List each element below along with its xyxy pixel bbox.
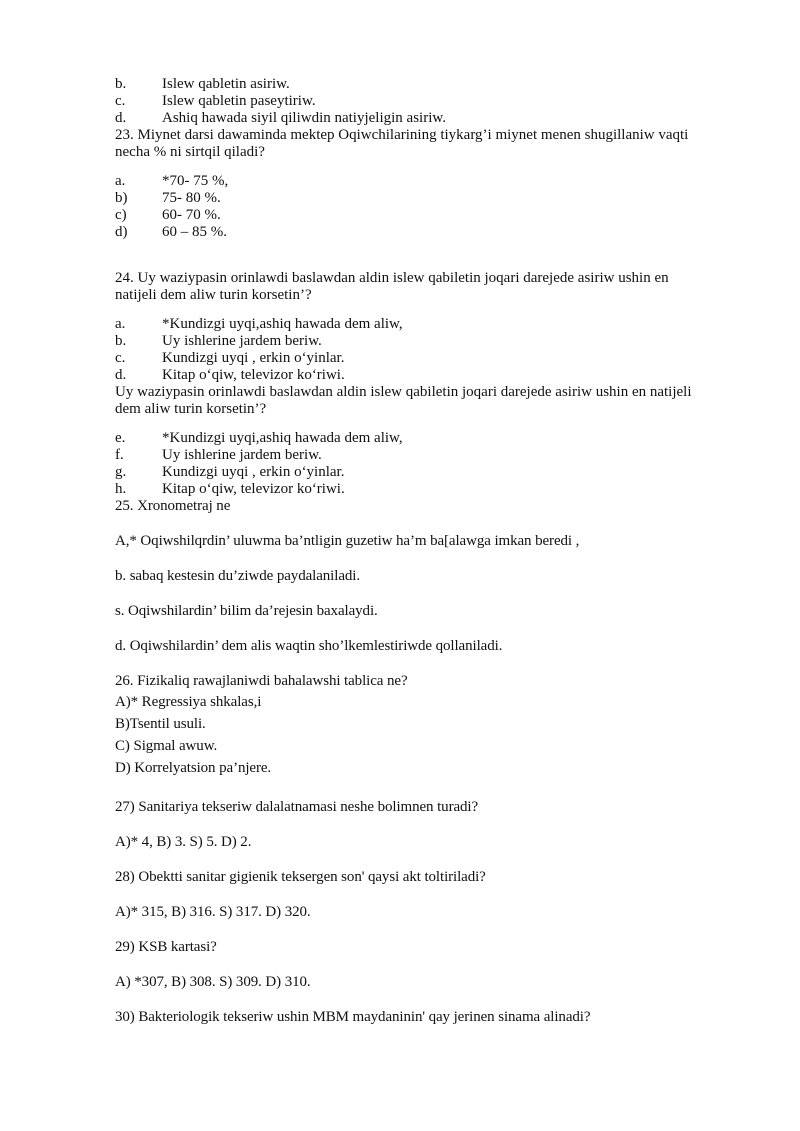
question-25: 25. Xronometraj ne (115, 498, 231, 514)
question-24-repeat-line-1: Uy waziypasin orinlawdi baslawdan aldin islew qabiletin joqari darejede asiriw ushin en natijeli (115, 384, 692, 400)
answer-line: A) *307, B) 308. S) 309. D) 310. (115, 974, 311, 990)
option-text: Kitap o‘qiw, televizor ko‘riwi. (162, 367, 345, 383)
question-24-line-2: natijeli dem aliw turin korsetin’? (115, 287, 312, 303)
answer-line: A)* 315, B) 316. S) 317. D) 320. (115, 904, 311, 920)
question-26: 26. Fizikaliq rawajlaniwdi bahalawshi tablica ne? (115, 673, 408, 689)
option-text: Kitap o‘qiw, televizor ko‘riwi. (162, 481, 345, 497)
option-row (0, 430, 800, 447)
option-row (0, 190, 800, 207)
question-27: 27) Sanitariya tekseriw dalalatnamasi neshe bolimnen turadi? (115, 799, 479, 815)
option-row (0, 316, 800, 333)
option-label: c. (115, 93, 126, 109)
option-label: d) (115, 224, 128, 240)
option-row (0, 464, 800, 481)
answer-line: A,* Oqiwshilqrdin’ uluwma ba’ntligin guzetiw ha’m ba[alawga imkan beredi , (115, 533, 580, 549)
option-text: Islew qabletin asiriw. (162, 76, 290, 92)
option-row (0, 110, 800, 127)
option-text: Islew qabletin paseytiriw. (162, 93, 316, 109)
option-label: b. (115, 333, 127, 349)
option-text: Uy ishlerine jardem beriw. (162, 333, 322, 349)
question-30: 30) Bakteriologik tekseriw ushin MBM maydaninin' qay jerinen sinama alinadi? (115, 1009, 591, 1025)
option-text: Kundizgi uyqi , erkin o‘yinlar. (162, 464, 345, 480)
option-text: 75- 80 %. (162, 190, 221, 206)
option-text: Uy ishlerine jardem beriw. (162, 447, 322, 463)
answer-line: A)* 4, B) 3. S) 5. D) 2. (115, 834, 252, 850)
option-row (0, 367, 800, 384)
option-row (0, 224, 800, 241)
option-label: d. (115, 367, 127, 383)
option-text: *70- 75 %, (162, 173, 229, 189)
answer-line: b. sabaq kestesin du’ziwde paydalaniladi. (115, 568, 360, 584)
option-label: c) (115, 207, 127, 223)
option-row (0, 481, 800, 498)
option-text: 60 – 85 %. (162, 224, 227, 240)
option-row (0, 93, 800, 110)
option-text: 60- 70 %. (162, 207, 221, 223)
option-text: Kundizgi uyqi , erkin o‘yinlar. (162, 350, 345, 366)
option-text: *Kundizgi uyqi,ashiq hawada dem aliw, (162, 430, 403, 446)
option-label: c. (115, 350, 126, 366)
option-row (0, 76, 800, 93)
option-label: h. (115, 481, 127, 497)
answer-line: B)Tsentil usuli. (115, 716, 206, 732)
question-23-line-2: necha % ni sirtqil qiladi? (115, 144, 265, 160)
question-23-line-1: 23. Miynet darsi dawaminda mektep Oqiwchilarining tiykarg’i miynet menen shugillaniw vaqti (115, 127, 689, 143)
option-row (0, 350, 800, 367)
question-24-line-1: 24. Uy waziypasin orinlawdi baslawdan aldin islew qabiletin joqari darejede asiriw ushin en (115, 270, 669, 286)
option-label: f. (115, 447, 124, 463)
option-label: a. (115, 316, 126, 332)
option-label: g. (115, 464, 127, 480)
answer-line: s. Oqiwshilardin’ bilim da’rejesin baxalaydi. (115, 603, 378, 619)
option-row (0, 333, 800, 350)
option-text: *Kundizgi uyqi,ashiq hawada dem aliw, (162, 316, 403, 332)
option-label: e. (115, 430, 126, 446)
option-row (0, 207, 800, 224)
answer-line: C) Sigmal awuw. (115, 738, 218, 754)
option-row (0, 447, 800, 464)
answer-line: D) Korrelyatsion pa’njere. (115, 760, 272, 776)
question-28: 28) Obektti sanitar gigienik teksergen son' qaysi akt toltiriladi? (115, 869, 486, 885)
answer-line: A)* Regressiya shkalas,i (115, 694, 262, 710)
option-row (0, 173, 800, 190)
option-label: b) (115, 190, 128, 206)
question-29: 29) KSB kartasi? (115, 939, 217, 955)
option-label: a. (115, 173, 126, 189)
question-24-repeat-line-2: dem aliw turin korsetin’? (115, 401, 267, 417)
option-text: Ashiq hawada siyil qiliwdin natiyjeligin asiriw. (162, 110, 446, 126)
option-label: d. (115, 110, 127, 126)
answer-line: d. Oqiwshilardin’ dem alis waqtin sho’lkemlestiriwde qollaniladi. (115, 638, 503, 654)
option-label: b. (115, 76, 127, 92)
